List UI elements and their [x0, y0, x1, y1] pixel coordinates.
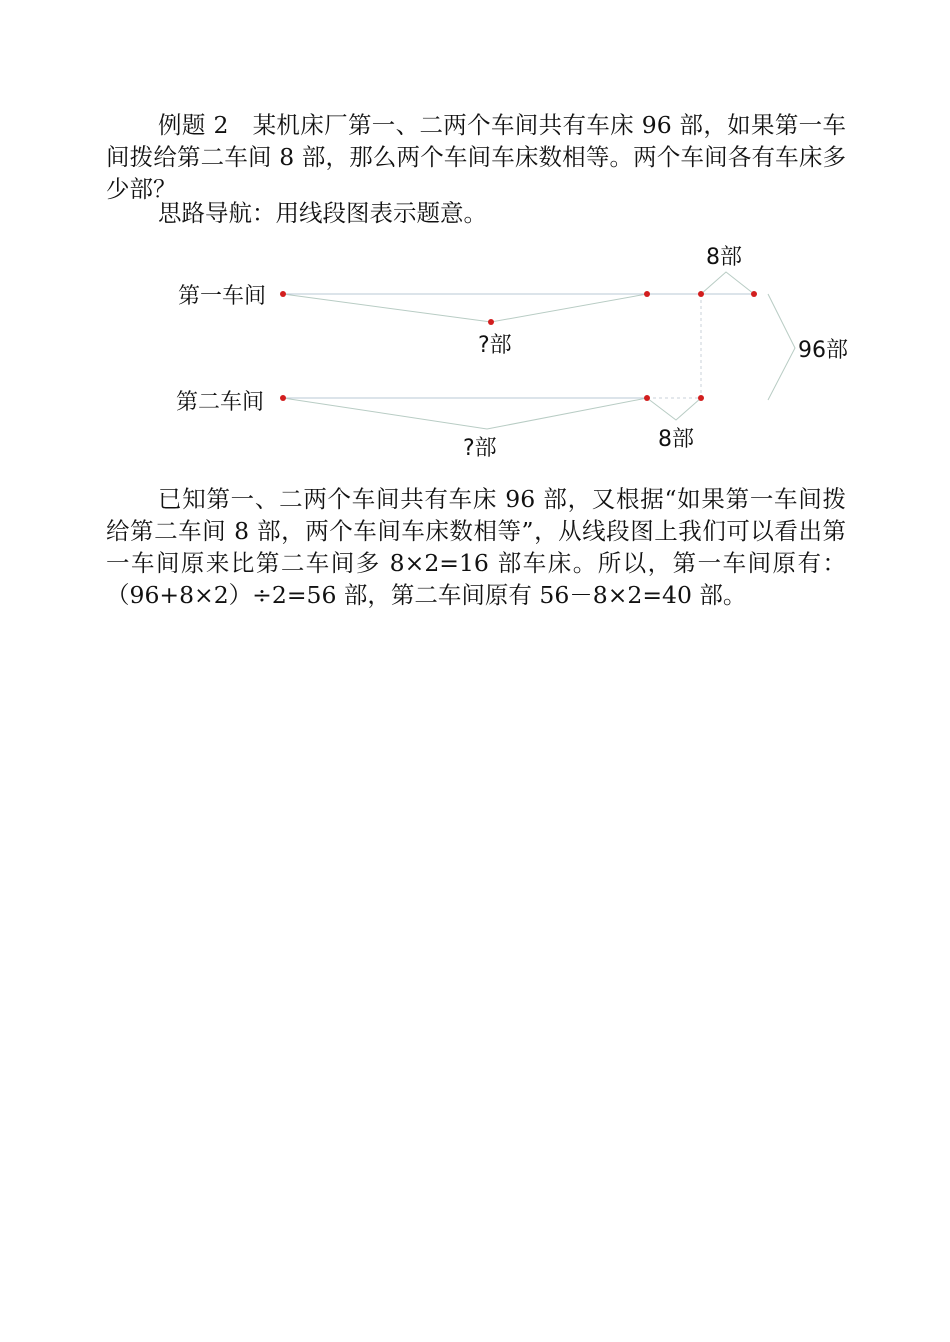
- row1-start-point: [280, 291, 286, 297]
- row1-brace-apex-point: [488, 319, 494, 325]
- line-segment-diagram: [0, 230, 950, 470]
- question-paragraph: 例题 2 某机床厂第一、二两个车间共有车床 96 部，如果第一车间拨给第二车间 8 部，那么两个车间车床数相等。两个车间各有车床多少部？: [106, 111, 846, 203]
- row2-end-point: [644, 395, 650, 401]
- row2-transfer-brace: [647, 398, 701, 420]
- row1-unknown-brace: [283, 294, 647, 322]
- total-label: 96部: [798, 338, 848, 363]
- row2-start-point: [280, 395, 286, 401]
- row2-unknown-label: ?部: [463, 436, 497, 461]
- row1-transfer-label: 8部: [706, 245, 742, 270]
- row1-end-point: [751, 291, 757, 297]
- row1-split-point: [698, 291, 704, 297]
- answer-paragraph: 已知第一、二两个车间共有车床 96 部，又根据“如果第一车间拨给第二车间 8 部，两个车间车床数相等”，从线段图上我们可以看出第一车间原来比第二车间多 8×2=16 部车床。所以，第一车间原有：（96+8×2）÷2=56 部，第二车间原有 56－8×2=40 部。: [106, 485, 846, 609]
- row2-transfer-label: 8部: [658, 427, 694, 452]
- row2-extended-point: [698, 395, 704, 401]
- total-brace: [768, 294, 795, 400]
- row1-unknown-label: ?部: [478, 333, 512, 358]
- row2-label: 第二车间: [176, 390, 265, 415]
- hint-paragraph: 思路导航：用线段图表示题意。: [158, 199, 487, 227]
- row2-unknown-brace: [283, 398, 647, 429]
- row1-mid-point: [644, 291, 650, 297]
- row1-label: 第一车间: [178, 284, 267, 309]
- row1-transfer-brace: [701, 272, 754, 294]
